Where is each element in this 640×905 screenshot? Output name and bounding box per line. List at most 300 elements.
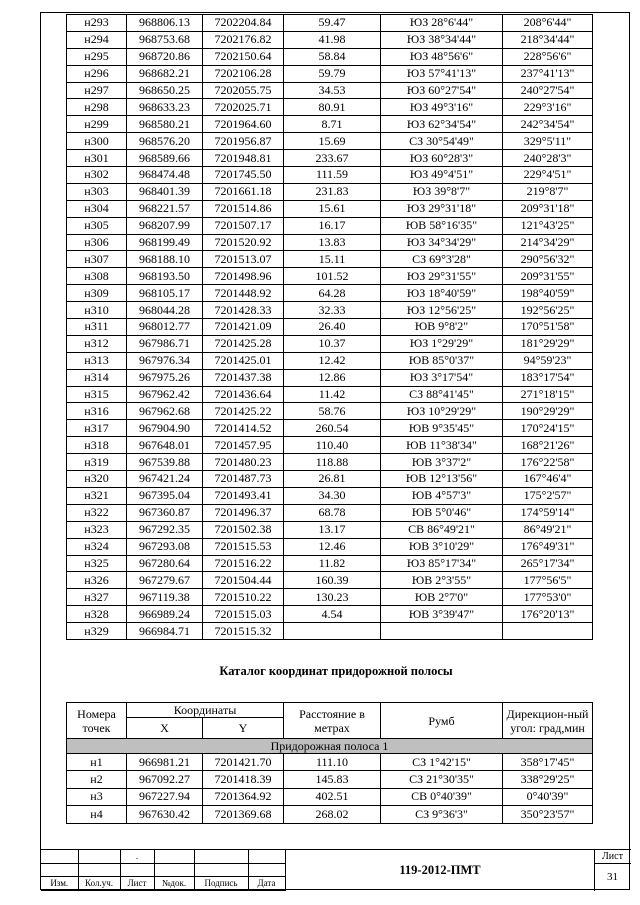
table-row	[67, 82, 593, 99]
point-cell: н323	[67, 521, 127, 538]
y-cell: 7202204.84	[203, 15, 284, 32]
rumb-cell: СВ 0°40'39"	[381, 788, 503, 805]
x-cell: 967292.35	[127, 521, 203, 538]
x-cell: 967986.71	[127, 335, 203, 352]
point-cell: н312	[67, 335, 127, 352]
distance-cell: 26.40	[284, 319, 381, 336]
x-cell: 967092.27	[127, 771, 203, 788]
point-cell: н327	[67, 589, 127, 606]
point-cell: н311	[67, 319, 127, 336]
distance-cell: 80.91	[284, 99, 381, 116]
rumb-cell: ЮВ 85°0'37"	[381, 352, 503, 369]
table-row	[67, 504, 593, 521]
point-cell: н307	[67, 251, 127, 268]
title-block	[41, 849, 631, 892]
angle-cell: 176°49'31"	[503, 538, 593, 555]
rumb-cell: ЮЗ 10°29'29"	[381, 403, 503, 420]
table-row	[67, 183, 593, 200]
angle-cell: 181°29'29"	[503, 335, 593, 352]
x-cell: 968576.20	[127, 133, 203, 150]
catalog-title: Каталог координат придорожной полосы	[219, 664, 453, 678]
rumb-cell: СЗ 9°36'3"	[381, 806, 503, 823]
x-cell: 966989.24	[127, 606, 203, 623]
x-cell: 967648.01	[127, 437, 203, 454]
table-row	[67, 268, 593, 285]
distance-cell: 32.33	[284, 302, 381, 319]
distance-cell: 118.88	[284, 454, 381, 471]
y-cell: 7201661.18	[203, 183, 284, 200]
point-cell: н313	[67, 352, 127, 369]
header-y: Y	[203, 718, 284, 739]
distance-cell: 11.82	[284, 555, 381, 572]
x-cell: 967360.87	[127, 504, 203, 521]
distance-cell: 15.11	[284, 251, 381, 268]
y-cell: 7201516.22	[203, 555, 284, 572]
rumb-cell: ЮЗ 29°31'18"	[381, 200, 503, 217]
x-cell: 967421.24	[127, 471, 203, 488]
point-cell: н301	[67, 150, 127, 167]
header-points: Номера точек	[67, 703, 127, 739]
distance-cell: 15.61	[284, 200, 381, 217]
y-cell: 7201457.95	[203, 437, 284, 454]
header-rumb: Румб	[381, 703, 503, 739]
x-cell: 968044.28	[127, 302, 203, 319]
angle-cell: 177°56'5"	[503, 572, 593, 589]
table-row	[67, 623, 593, 640]
x-cell: 967962.42	[127, 386, 203, 403]
y-cell: 7201515.53	[203, 538, 284, 555]
rumb-cell: ЮЗ 85°17'34"	[381, 555, 503, 572]
rumb-cell: СВ 86°49'21"	[381, 521, 503, 538]
angle-cell: 338°29'25"	[503, 771, 593, 788]
point-cell: н296	[67, 65, 127, 82]
y-cell: 7201498.96	[203, 268, 284, 285]
x-cell: 968589.66	[127, 150, 203, 167]
rumb-cell: ЮЗ 49°3'16"	[381, 99, 503, 116]
angle-cell: 167°46'4"	[503, 471, 593, 488]
point-cell: н294	[67, 31, 127, 48]
y-cell: 7201448.92	[203, 285, 284, 302]
table-row	[67, 217, 593, 234]
point-cell: н297	[67, 82, 127, 99]
x-cell: 968221.57	[127, 200, 203, 217]
point-cell: н320	[67, 471, 127, 488]
point-cell: н304	[67, 200, 127, 217]
rumb-cell: СЗ 30°54'49"	[381, 133, 503, 150]
point-cell: н295	[67, 48, 127, 65]
stamp-col-label: Дата	[248, 877, 285, 891]
point-cell: н314	[67, 369, 127, 386]
header-coords: Координаты	[127, 703, 284, 718]
table-row	[67, 302, 593, 319]
x-cell: 968401.39	[127, 183, 203, 200]
sheet-label: Лист	[594, 850, 631, 864]
rumb-cell: ЮВ 5°0'46"	[381, 504, 503, 521]
header-angle: Дирекцион-ный угол: град,мин	[503, 703, 593, 739]
table-row	[67, 251, 593, 268]
point-cell: н305	[67, 217, 127, 234]
distance-cell: 41.98	[284, 31, 381, 48]
rumb-cell: СЗ 69°3'28"	[381, 251, 503, 268]
table-row	[67, 48, 593, 65]
angle-cell: 86°49'21"	[503, 521, 593, 538]
x-cell: 967976.34	[127, 352, 203, 369]
stamp-col-label: №док.	[154, 877, 194, 891]
table-row	[67, 606, 593, 623]
table-row	[67, 200, 593, 217]
table-row	[67, 555, 593, 572]
rumb-cell: ЮВ 3°10'29"	[381, 538, 503, 555]
x-cell: 967539.88	[127, 454, 203, 471]
angle-cell: 214°34'29"	[503, 234, 593, 251]
table-row	[67, 319, 593, 336]
y-cell: 7201425.01	[203, 352, 284, 369]
angle-cell: 329°5'11"	[503, 133, 593, 150]
angle-cell: 174°59'14"	[503, 504, 593, 521]
x-cell: 968806.13	[127, 15, 203, 32]
table-row	[67, 116, 593, 133]
distance-cell: 111.59	[284, 167, 381, 184]
table-row	[67, 133, 593, 150]
rumb-cell: ЮЗ 60°28'3"	[381, 150, 503, 167]
point-cell: н303	[67, 183, 127, 200]
x-cell: 968633.23	[127, 99, 203, 116]
distance-cell: 12.86	[284, 369, 381, 386]
table-row	[67, 572, 593, 589]
table-row	[67, 538, 593, 555]
table-row	[67, 65, 593, 82]
x-cell: 968650.25	[127, 82, 203, 99]
rumb-cell: СЗ 88°41'45"	[381, 386, 503, 403]
table-row	[67, 521, 593, 538]
y-cell: 7202106.28	[203, 65, 284, 82]
distance-cell: 8.71	[284, 116, 381, 133]
table-row	[67, 335, 593, 352]
angle-cell: 350°23'57"	[503, 806, 593, 823]
document-code: 119-2012-ПМТ	[285, 850, 595, 891]
y-cell: 7201421.70	[203, 754, 284, 771]
point-cell: н306	[67, 234, 127, 251]
rumb-cell: ЮЗ 1°29'29"	[381, 335, 503, 352]
y-cell: 7202055.75	[203, 82, 284, 99]
angle-cell	[503, 623, 593, 640]
point-cell: н328	[67, 606, 127, 623]
rumb-cell: ЮВ 3°39'47"	[381, 606, 503, 623]
distance-cell: 4.54	[284, 606, 381, 623]
x-cell: 968105.17	[127, 285, 203, 302]
rumb-cell: ЮЗ 48°56'6"	[381, 48, 503, 65]
table-row	[67, 454, 593, 471]
distance-cell: 268.02	[284, 806, 381, 823]
y-cell: 7201520.92	[203, 234, 284, 251]
header-distance: Расстояние в метрах	[284, 703, 381, 739]
table-row	[67, 754, 593, 771]
rumb-cell: ЮЗ 12°56'25"	[381, 302, 503, 319]
point-cell: н329	[67, 623, 127, 640]
rumb-cell: ЮЗ 38°34'44"	[381, 31, 503, 48]
distance-cell: 16.17	[284, 217, 381, 234]
angle-cell: 170°24'15"	[503, 420, 593, 437]
x-cell: 968682.21	[127, 65, 203, 82]
x-cell: 967975.26	[127, 369, 203, 386]
sheet-number: 31	[607, 871, 618, 883]
distance-cell: 260.54	[284, 420, 381, 437]
rumb-cell: ЮЗ 39°8'7"	[381, 183, 503, 200]
table-row	[67, 471, 593, 488]
y-cell: 7201437.38	[203, 369, 284, 386]
y-cell: 7201514.86	[203, 200, 284, 217]
angle-cell: 192°56'25"	[503, 302, 593, 319]
angle-cell: 175°2'57"	[503, 487, 593, 504]
distance-cell: 233.67	[284, 150, 381, 167]
x-cell: 967227.94	[127, 788, 203, 805]
distance-cell: 160.39	[284, 572, 381, 589]
y-cell: 7201425.28	[203, 335, 284, 352]
distance-cell: 402.51	[284, 788, 381, 805]
x-cell: 967280.64	[127, 555, 203, 572]
x-cell: 968474.48	[127, 167, 203, 184]
table-row	[67, 234, 593, 251]
x-cell: 967962.68	[127, 403, 203, 420]
angle-cell: 218°34'44"	[503, 31, 593, 48]
distance-cell: 101.52	[284, 268, 381, 285]
point-cell: н318	[67, 437, 127, 454]
angle-cell: 240°28'3"	[503, 150, 593, 167]
y-cell: 7201425.22	[203, 403, 284, 420]
angle-cell: 198°40'59"	[503, 285, 593, 302]
angle-cell: 219°8'7"	[503, 183, 593, 200]
rumb-cell	[381, 623, 503, 640]
rumb-cell: ЮЗ 29°31'55"	[381, 268, 503, 285]
rumb-cell: ЮЗ 28°6'44"	[381, 15, 503, 32]
x-cell: 967119.38	[127, 589, 203, 606]
table-row	[67, 420, 593, 437]
x-cell: 968193.50	[127, 268, 203, 285]
x-cell: 968753.68	[127, 31, 203, 48]
table-row	[67, 352, 593, 369]
distance-cell: 10.37	[284, 335, 381, 352]
roadside-catalog-table	[66, 702, 593, 824]
rumb-cell: СЗ 1°42'15"	[381, 754, 503, 771]
distance-cell: 58.76	[284, 403, 381, 420]
rumb-cell: ЮЗ 18°40'59"	[381, 285, 503, 302]
stamp-dot: .	[120, 850, 154, 863]
x-cell: 968580.21	[127, 116, 203, 133]
y-cell: 7201364.92	[203, 788, 284, 805]
point-cell: н319	[67, 454, 127, 471]
y-cell: 7201418.39	[203, 771, 284, 788]
rumb-cell: ЮВ 4°57'3"	[381, 487, 503, 504]
rumb-cell: ЮВ 58°16'35"	[381, 217, 503, 234]
angle-cell: 176°20'13"	[503, 606, 593, 623]
point-cell: н2	[67, 771, 127, 788]
angle-cell: 290°56'32"	[503, 251, 593, 268]
x-cell: 968720.86	[127, 48, 203, 65]
table-row	[67, 771, 593, 788]
point-cell: н322	[67, 504, 127, 521]
angle-cell: 229°4'51"	[503, 167, 593, 184]
y-cell: 7201414.52	[203, 420, 284, 437]
x-cell: 966984.71	[127, 623, 203, 640]
angle-cell: 209°31'18"	[503, 200, 593, 217]
y-cell: 7201964.60	[203, 116, 284, 133]
point-cell: н315	[67, 386, 127, 403]
table-row	[67, 15, 593, 32]
y-cell: 7201436.64	[203, 386, 284, 403]
x-cell: 968188.10	[127, 251, 203, 268]
point-cell: н4	[67, 806, 127, 823]
point-cell: н298	[67, 99, 127, 116]
x-cell: 968207.99	[127, 217, 203, 234]
x-cell: 968012.77	[127, 319, 203, 336]
rumb-cell: СЗ 21°30'35"	[381, 771, 503, 788]
y-cell: 7201515.32	[203, 623, 284, 640]
y-cell: 7201493.41	[203, 487, 284, 504]
x-cell: 966981.21	[127, 754, 203, 771]
angle-cell: 176°22'58"	[503, 454, 593, 471]
distance-cell: 64.28	[284, 285, 381, 302]
angle-cell: 177°53'0"	[503, 589, 593, 606]
angle-cell: 190°29'29"	[503, 403, 593, 420]
angle-cell: 121°43'25"	[503, 217, 593, 234]
point-cell: н324	[67, 538, 127, 555]
y-cell: 7201369.68	[203, 806, 284, 823]
rumb-cell: ЮВ 9°8'2"	[381, 319, 503, 336]
y-cell: 7201504.44	[203, 572, 284, 589]
y-cell: 7202176.82	[203, 31, 284, 48]
rumb-cell: ЮЗ 62°34'54"	[381, 116, 503, 133]
angle-cell: 265°17'34"	[503, 555, 593, 572]
table-row	[67, 31, 593, 48]
distance-cell: 145.83	[284, 771, 381, 788]
angle-cell: 183°17'54"	[503, 369, 593, 386]
y-cell: 7201745.50	[203, 167, 284, 184]
header-x: X	[127, 718, 203, 739]
distance-cell: 11.42	[284, 386, 381, 403]
point-cell: н302	[67, 167, 127, 184]
point-cell: н321	[67, 487, 127, 504]
distance-cell: 12.42	[284, 352, 381, 369]
distance-cell: 12.46	[284, 538, 381, 555]
y-cell: 7202025.71	[203, 99, 284, 116]
angle-cell: 0°40'39"	[503, 788, 593, 805]
y-cell: 7201502.38	[203, 521, 284, 538]
table-row	[67, 285, 593, 302]
angle-cell: 170°51'58"	[503, 319, 593, 336]
distance-cell: 34.53	[284, 82, 381, 99]
distance-cell: 68.78	[284, 504, 381, 521]
y-cell: 7201515.03	[203, 606, 284, 623]
x-cell: 967904.90	[127, 420, 203, 437]
stamp-col-label: Лист	[120, 877, 154, 891]
rumb-cell: ЮЗ 57°41'13"	[381, 65, 503, 82]
x-cell: 967395.04	[127, 487, 203, 504]
table-row	[67, 386, 593, 403]
angle-cell: 209°31'55"	[503, 268, 593, 285]
distance-cell: 110.40	[284, 437, 381, 454]
table-row	[67, 403, 593, 420]
distance-cell: 111.10	[284, 754, 381, 771]
y-cell: 7202150.64	[203, 48, 284, 65]
angle-cell: 229°3'16"	[503, 99, 593, 116]
table-row	[67, 589, 593, 606]
distance-cell: 13.17	[284, 521, 381, 538]
drawing-sheet	[40, 12, 630, 890]
point-cell: н308	[67, 268, 127, 285]
x-cell: 968199.49	[127, 234, 203, 251]
point-cell: н310	[67, 302, 127, 319]
table-row	[67, 806, 593, 823]
stamp-col-label: Подпись	[194, 877, 248, 891]
y-cell: 7201956.87	[203, 133, 284, 150]
angle-cell: 168°21'26"	[503, 437, 593, 454]
rumb-cell: ЮЗ 34°34'29"	[381, 234, 503, 251]
rumb-cell: ЮВ 9°35'45"	[381, 420, 503, 437]
group-label: Придорожная полоса 1	[67, 739, 593, 754]
x-cell: 967279.67	[127, 572, 203, 589]
point-cell: н300	[67, 133, 127, 150]
y-cell: 7201496.37	[203, 504, 284, 521]
stamp-grid	[41, 850, 286, 891]
table-row	[67, 167, 593, 184]
table-row	[67, 150, 593, 167]
angle-cell: 240°27'54"	[503, 82, 593, 99]
point-cell: н293	[67, 15, 127, 32]
table-row	[67, 487, 593, 504]
point-cell: н299	[67, 116, 127, 133]
y-cell: 7201421.09	[203, 319, 284, 336]
angle-cell: 237°41'13"	[503, 65, 593, 82]
y-cell: 7201507.17	[203, 217, 284, 234]
point-cell: н325	[67, 555, 127, 572]
y-cell: 7201948.81	[203, 150, 284, 167]
y-cell: 7201510.22	[203, 589, 284, 606]
rumb-cell: ЮВ 3°37'2"	[381, 454, 503, 471]
table-row	[67, 99, 593, 116]
rumb-cell: ЮВ 2°7'0"	[381, 589, 503, 606]
angle-cell: 271°18'15"	[503, 386, 593, 403]
distance-cell: 26.81	[284, 471, 381, 488]
point-cell: н1	[67, 754, 127, 771]
coordinates-table	[66, 14, 593, 640]
point-cell: н326	[67, 572, 127, 589]
table-row	[67, 437, 593, 454]
distance-cell: 15.69	[284, 133, 381, 150]
x-cell: 967293.08	[127, 538, 203, 555]
rumb-cell: ЮВ 12°13'56"	[381, 471, 503, 488]
angle-cell: 94°59'23"	[503, 352, 593, 369]
y-cell: 7201428.33	[203, 302, 284, 319]
stamp-col-label: Кол.уч.	[78, 877, 120, 891]
rumb-cell: ЮЗ 49°4'51"	[381, 167, 503, 184]
distance-cell: 34.30	[284, 487, 381, 504]
distance-cell: 13.83	[284, 234, 381, 251]
distance-cell: 58.84	[284, 48, 381, 65]
rumb-cell: ЮЗ 60°27'54"	[381, 82, 503, 99]
rumb-cell: ЮЗ 3°17'54"	[381, 369, 503, 386]
y-cell: 7201513.07	[203, 251, 284, 268]
point-cell: н3	[67, 788, 127, 805]
distance-cell	[284, 623, 381, 640]
angle-cell: 228°56'6"	[503, 48, 593, 65]
rumb-cell: ЮВ 2°3'55"	[381, 572, 503, 589]
stamp-col-label: Изм.	[41, 877, 78, 891]
angle-cell: 242°34'54"	[503, 116, 593, 133]
point-cell: н309	[67, 285, 127, 302]
distance-cell: 59.79	[284, 65, 381, 82]
distance-cell: 231.83	[284, 183, 381, 200]
table-row	[67, 788, 593, 805]
